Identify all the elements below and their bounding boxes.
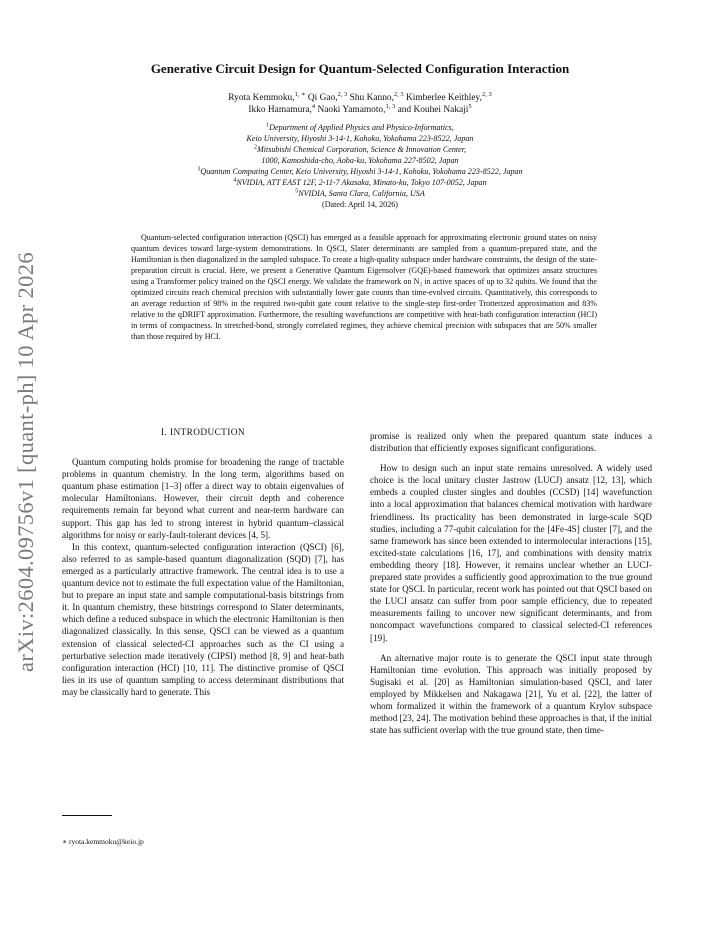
abstract: Quantum-selected configuration interaction (QSCI) has emerged as a feasible approach for approximating electronic ground states on noisy quantum devices toward large-system demonstrations. In QSCI, Slater determinants are sampled from a quantum-prepared state, and the Hamiltonian is then diagonalized in the sampled subspace. To create a high-quality subspace under hardware constraints, the design of the state-preparation circuit is crucial. Here, we present a Generative Quantum Eigensolver (GQE)-based framework that optimizes ansatz structures using a Transformer policy trained on the QSCI energy. We validate the framework on N₂ in active spaces of up to 32 qubits. We found that the optimized circuits reach chemical precision with substantially lower gate counts than time-evolved circuits. Quantitatively, this corresponds to an average reduction of 98% in the required two-qubit gate count relative to the single-step first-order Trotterized approximation and 83% relative to the qDRIFT approximation. Furthermore, the resulting wavefunctions are competitive with heat-bath configuration interaction (HCI) in terms of compactness. In stretched-bond, strongly correlated regimes, they achieve chemical precision with subspaces that are 50% smaller than those required by HCI.: [131, 233, 597, 341]
author-list: [60, 92, 660, 116]
footnote-rule: [62, 815, 112, 816]
affiliation-line: $^4$NVIDIA, ATT EAST 12F, 2-11-7 Akasaka, Minato-ku, Tokyo 107-0052, Japan: [233, 177, 487, 187]
left-column: [62, 413, 344, 698]
author: Kimberlee Keithley,$^{2, 3}$: [406, 90, 492, 103]
affiliation-line: Keio University, Hiyoshi 3-14-1, Kohoku, Yokohama 223-8522, Japan: [246, 134, 474, 143]
author: Shu Kanno,$^{2, 3}$: [349, 90, 404, 103]
author: Naoki Yamamoto,$^{1, 3}$: [317, 102, 396, 115]
author-line-2: [60, 104, 660, 116]
author: Qi Gao,$^{2, 3}$: [307, 90, 348, 103]
affiliation-line: $^3$Quantum Computing Center, Keio University, Hiyoshi 3-14-1, Kohoku, Yokohama 223-8522, Japan: [197, 166, 523, 176]
author-line-1: [60, 92, 660, 104]
arxiv-identifier: arXiv:2604.09756v1 [quant-ph] 10 Apr 2026: [13, 252, 38, 672]
paper-title: Generative Circuit Design for Quantum-Selected Configuration Interaction: [150, 61, 570, 76]
author: and Kouhei Nakaji$^5$: [397, 102, 472, 115]
footnote: ∗ ryota.kemmoku@keio.jp: [62, 837, 144, 846]
paragraph: Quantum computing holds promise for broadening the range of tractable problems in quantum chemistry. In the long term, algorithms based on quantum phase estimation [1–3] offer a direct way to obtain eigenvalues of molecular Hamiltonians. However, their circuit depth and coherence requirements remain far beyond what current and near-term hardware can support. This gap has led to strong interest in hybrid quantum–classical algorithms for noisy or early-fault-tolerant devices [4, 5].: [62, 457, 344, 540]
affiliation-line: $^2$Mitsubishi Chemical Corporation, Science & Innovation Center,: [253, 144, 467, 154]
right-column: [370, 430, 652, 736]
affiliation-line: $^1$Department of Applied Physics and Physico-Informatics,: [266, 122, 454, 132]
paragraph: How to design such an input state remains unresolved. A widely used choice is the local unitary cluster Jastrow (LUCJ) ansatz [12, 13], which embeds a coupled cluster singles and doubles (CCSD) [14] wavefunction into a local approximation that balances chemical motivation with hardware friendliness. Its practicality has been demonstrated in large-scale SQD studies, including a 77-qubit calculation for the [4Fe-4S] cluster [7], and the same framework has since been extended to intermolecular interactions [15], excited-state calculations [16, 17], and combinations with density matrix embedding theory [18]. However, it remains unclear whether an LUCJ-prepared state provides a sufficiently good approximation to the true ground state for QSCI. In particular, recent work has pointed out that QSCI based on the LUCJ ansatz can suffer from poor sample efficiency, due to repeated measurements failing to uncover new significant determinants, and from noncompact wavefunctions compared to classical selected-CI references [19].: [370, 463, 652, 643]
affiliation-line: $^5$NVIDIA, Santa Clara, California, USA: [295, 188, 425, 198]
date-line: (Dated: April 14, 2026): [322, 200, 398, 209]
paragraph: promise is realized only when the prepared quantum state induces a distribution that efficiently exposes significant configurations.: [370, 431, 652, 454]
affiliation-line: 1000, Kamoshida-cho, Aoba-ku, Yokohama 227-8502, Japan: [261, 156, 459, 165]
author: Ryota Kemmoku,$^{1, ∗}$: [228, 90, 306, 103]
author: Ikko Hamamura,$^4$: [248, 102, 316, 115]
affiliations: [60, 122, 660, 210]
arxiv-identifier-sidebar: [6, 232, 46, 692]
paragraph: An alternative major route is to generate the QSCI input state through Hamiltonian time evolution. This approach was initially proposed by Sugisaki et al. [20] as Hamiltonian simulation-based QSCI, and later employed by Mikkelsen and Nakagawa [21], Yu et al. [22], the latter of whom formalized it within the framework of a quantum Krylov subspace method [23, 24]. The motivation behind these approaches is that, if the initial state has sufficient overlap with the true ground state, then time-: [370, 652, 652, 736]
paragraph: In this context, quantum-selected configuration interaction (QSCI) [6], also referred to as sample-based quantum diagonalization (SQD) [7], has emerged as a particularly attractive framework. The central idea is to use a quantum device not to estimate the full expectation value of the Hamiltonian, but to prepare an input state and sample computational-basis bitstrings from it. In quantum chemistry, these bitstrings correspond to Slater determinants, which define a reduced subspace in which the electronic Hamiltonian is then diagonalized classically. In this sense, QSCI can be viewed as a quantum extension of classical selected-CI approaches such as the CI using a perturbative selection made iteratively (CIPSI) method [8, 9] and heat-bath configuration interaction (HCI) [10, 11]. The distinctive promise of QSCI lies in its use of quantum sampling to access determinant distributions that may be classically hard to generate. This: [62, 541, 344, 697]
section-heading: I. INTRODUCTION: [161, 428, 245, 438]
